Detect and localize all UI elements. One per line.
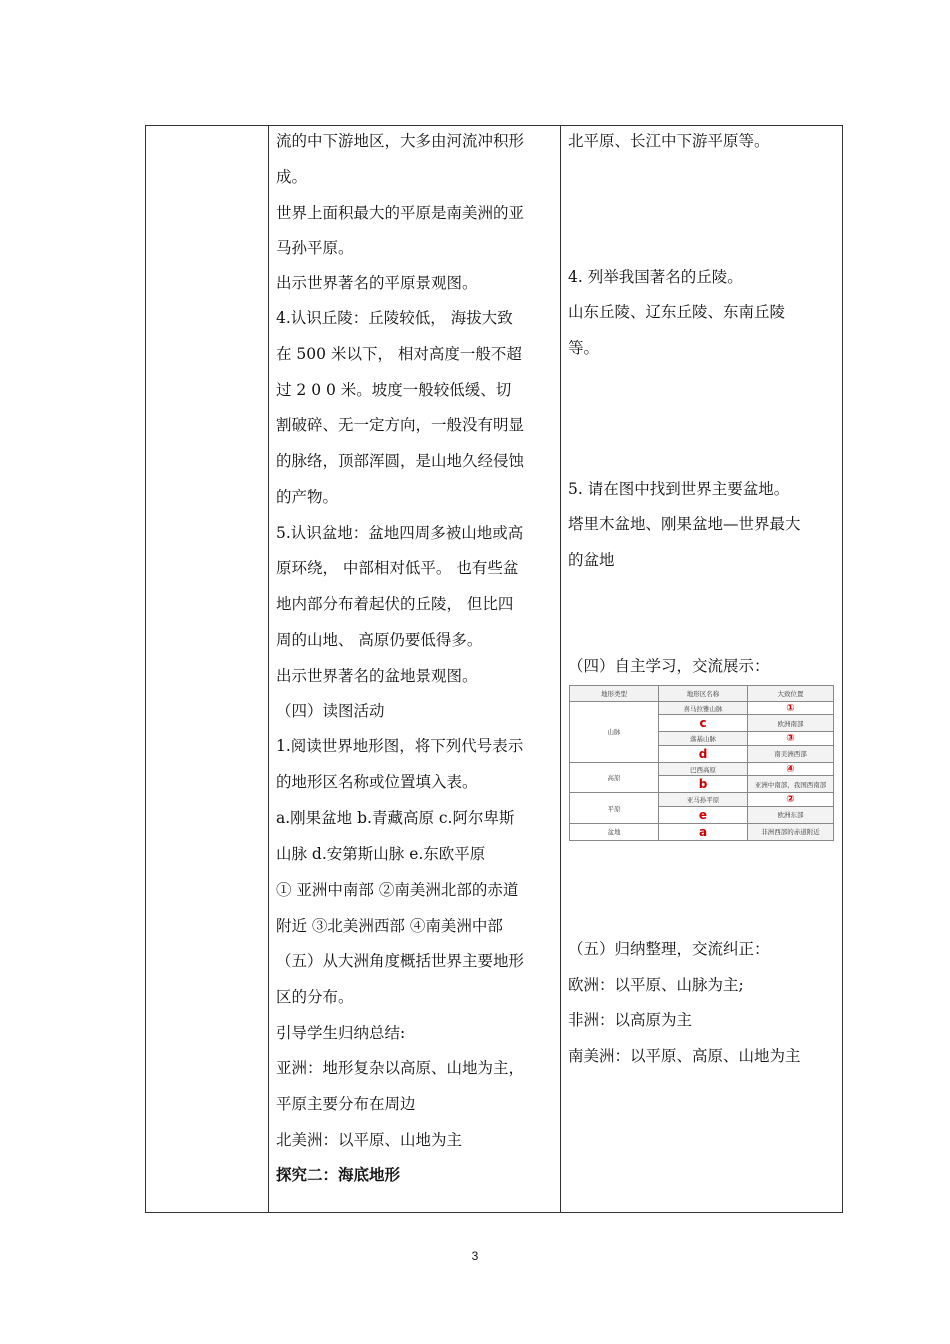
pos-cell: ③ xyxy=(748,732,834,746)
table-row xyxy=(570,762,834,776)
text-line: 4. 列举我国著名的丘陵。 xyxy=(568,268,743,286)
pos-cell: 欧洲南部 xyxy=(748,715,834,732)
text-line: 周的山地、 高原仍要低得多。 xyxy=(276,631,483,649)
text-line: 平原主要分布在周边 xyxy=(276,1095,416,1113)
text-line: 南美洲：以平原、高原、山地为主 xyxy=(568,1047,801,1065)
text-line: 欧洲：以平原、山脉为主; xyxy=(568,976,744,994)
name-cell: 巴西高原 xyxy=(659,762,748,776)
text-line: 山东丘陵、辽东丘陵、东南丘陵 xyxy=(568,303,786,321)
text-line: 北美洲：以平原、山地为主 xyxy=(276,1131,463,1149)
text-line: 区的分布。 xyxy=(276,988,354,1006)
text-line: 割破碎、无一定方向，一般没有明显 xyxy=(276,416,525,434)
name-cell: d xyxy=(659,745,748,762)
page-number: 3 xyxy=(471,1249,479,1263)
pos-cell: 亚洲中南部，我国西南部 xyxy=(748,776,834,793)
text-line: 世界上面积最大的平原是南美洲的亚 xyxy=(276,204,525,222)
text-line: 5.认识盆地：盆地四周多被山地或高 xyxy=(276,524,524,542)
text-line: 的脉络，顶部浑圆，是山地久经侵蚀 xyxy=(276,452,525,470)
table-row xyxy=(570,823,834,840)
table-row xyxy=(570,793,834,807)
name-cell: 喜马拉雅山脉 xyxy=(659,701,748,715)
text-line: 附近 ③北美洲西部 ④南美洲中部 xyxy=(276,917,503,935)
text-line: ① 亚洲中南部 ②南美洲北部的赤道 xyxy=(276,881,519,899)
type-cell: 高原 xyxy=(570,762,659,793)
text-line: 的地形区名称或位置填入表。 xyxy=(276,773,478,791)
answer-table xyxy=(569,685,834,841)
name-cell: e xyxy=(659,806,748,823)
text-line: （四）自主学习，交流展示： xyxy=(568,657,770,675)
text-line: （四）读图活动 xyxy=(276,702,385,720)
pos-cell: 南美洲西部 xyxy=(748,745,834,762)
text-line: 地内部分布着起伏的丘陵， 但比四 xyxy=(276,595,514,613)
text-line: （五）归纳整理，交流纠正： xyxy=(568,940,770,958)
name-cell: a xyxy=(659,823,748,840)
text-line: 北平原、长江中下游平原等。 xyxy=(568,132,770,150)
text-line: 出示世界著名的平原景观图。 xyxy=(276,274,478,292)
text-line: 的产物。 xyxy=(276,488,339,506)
section-heading: 探究二：海底地形 xyxy=(276,1166,401,1184)
header-cell: 大致位置 xyxy=(748,686,834,702)
pos-cell: 非洲西部的赤道附近 xyxy=(748,823,834,840)
text-line: a.刚果盆地 b.青藏高原 c.阿尔卑斯 xyxy=(276,809,515,827)
name-cell: 亚马孙平原 xyxy=(659,793,748,807)
column-divider-2 xyxy=(560,126,561,1212)
text-line: 出示世界著名的盆地景观图。 xyxy=(276,667,478,685)
text-line: 成。 xyxy=(276,168,308,186)
pos-cell: ④ xyxy=(748,762,834,776)
table-row xyxy=(570,701,834,715)
type-cell: 山脉 xyxy=(570,701,659,762)
text-line: 流的中下游地区，大多由河流冲积形 xyxy=(276,132,525,150)
text-line: 原环绕， 中部相对低平。 也有些盆 xyxy=(276,559,519,577)
lesson-table xyxy=(145,125,843,1213)
name-cell: b xyxy=(659,776,748,793)
pos-cell: 欧洲东部 xyxy=(748,806,834,823)
header-cell: 地形区名称 xyxy=(659,686,748,702)
text-line: 过 2 0 0 米。坡度一般较低缓、切 xyxy=(276,381,512,399)
text-line: 引导学生归纳总结: xyxy=(276,1024,406,1042)
type-cell: 盆地 xyxy=(570,823,659,840)
text-line: 1.阅读世界地形图，将下列代号表示 xyxy=(276,737,524,755)
text-line: 等。 xyxy=(568,339,600,357)
text-line: 5. 请在图中找到世界主要盆地。 xyxy=(568,480,790,498)
text-line: 塔里木盆地、刚果盆地—世界最大 xyxy=(568,515,801,533)
text-line: 在 500 米以下， 相对高度一般不超 xyxy=(276,345,522,363)
header-cell: 地形类型 xyxy=(570,686,659,702)
table-header-row xyxy=(570,686,834,702)
name-cell: c xyxy=(659,715,748,732)
pos-cell: ① xyxy=(748,701,834,715)
text-line: （五）从大洲角度概括世界主要地形 xyxy=(276,952,525,970)
column-divider-1 xyxy=(268,126,269,1212)
pos-cell: ② xyxy=(748,793,834,807)
text-line: 马孙平原。 xyxy=(276,239,354,257)
text-line: 4.认识丘陵：丘陵较低， 海拔大致 xyxy=(276,309,513,327)
text-line: 非洲：以高原为主 xyxy=(568,1011,693,1029)
text-line: 的盆地 xyxy=(568,551,615,569)
text-line: 亚洲：地形复杂以高原、山地为主， xyxy=(276,1059,525,1077)
name-cell: 落基山脉 xyxy=(659,732,748,746)
text-line: 山脉 d.安第斯山脉 e.东欧平原 xyxy=(276,845,486,863)
type-cell: 平原 xyxy=(570,793,659,824)
